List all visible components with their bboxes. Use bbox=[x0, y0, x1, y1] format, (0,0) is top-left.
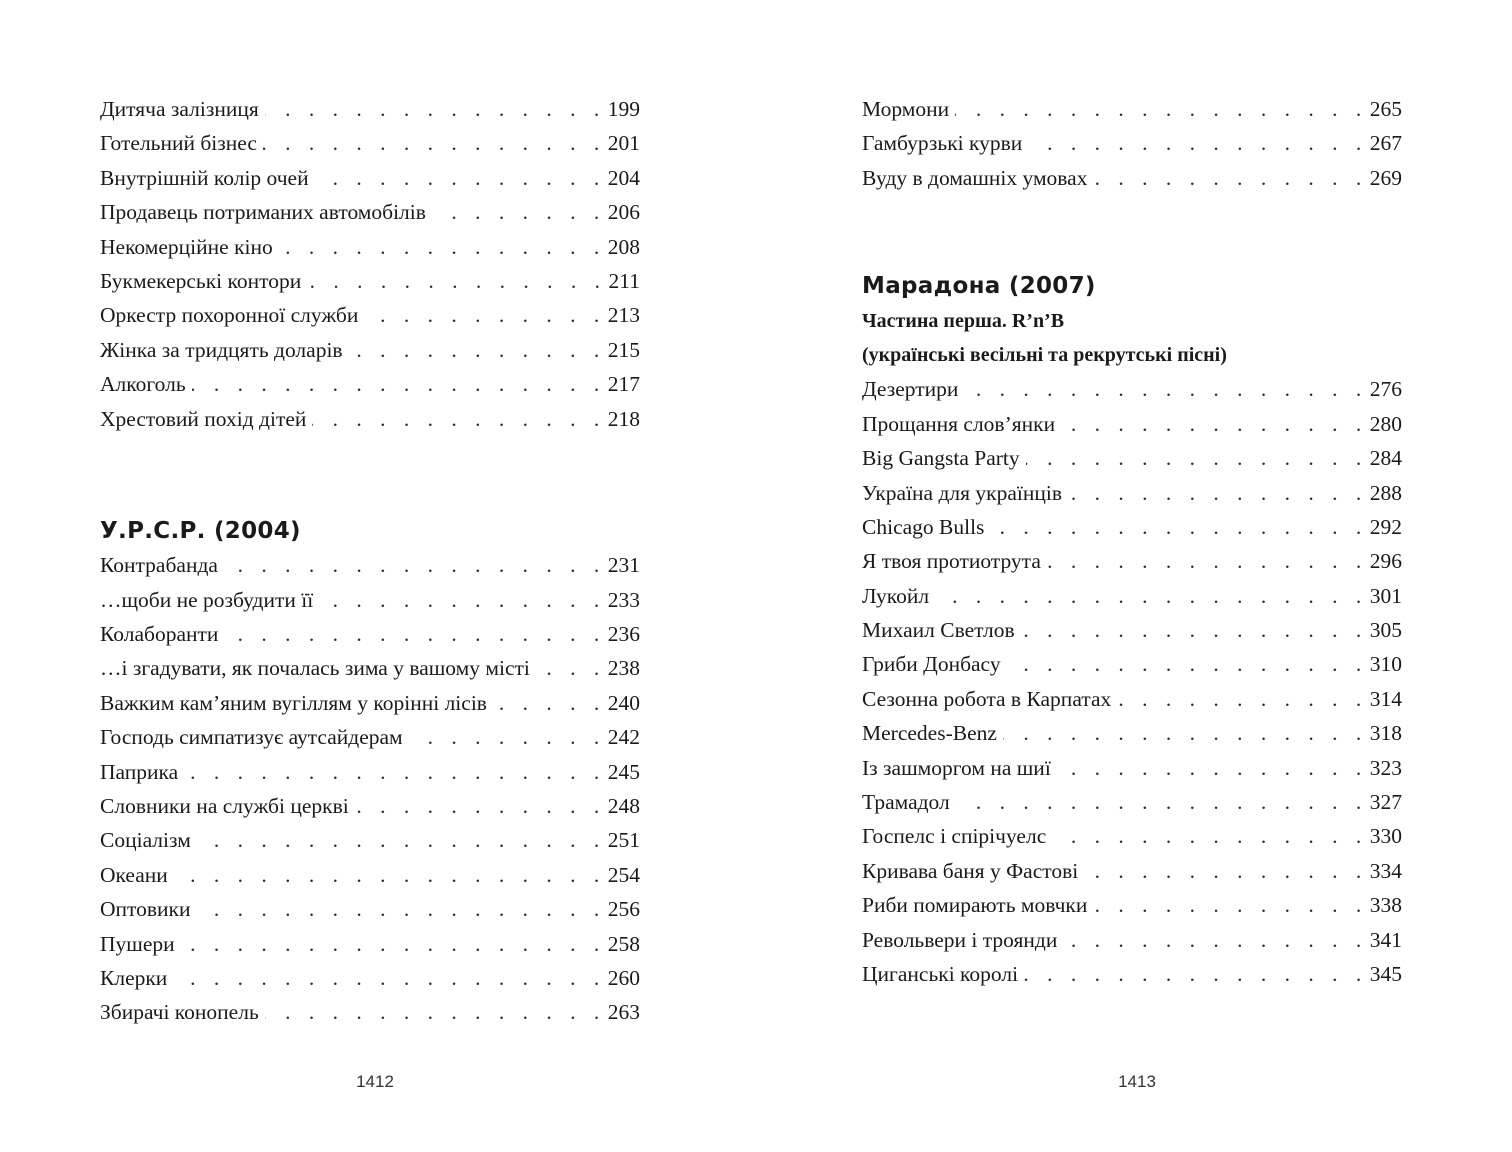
dot-leader bbox=[1026, 441, 1368, 475]
toc-entry-page-number: 305 bbox=[1369, 618, 1402, 643]
dot-leader bbox=[174, 858, 606, 892]
dot-leader bbox=[956, 785, 1368, 819]
part-subheading-note: (українські весільні та рекрутські пісні) bbox=[862, 343, 1227, 366]
dot-leader bbox=[1084, 854, 1368, 888]
toc-entry bbox=[862, 92, 1402, 126]
toc-entry-title: Продавець потриманих автомобілів bbox=[100, 200, 426, 225]
toc-entry-page-number: 280 bbox=[1369, 411, 1402, 436]
toc-entry-title: Я твоя протиотрута bbox=[862, 549, 1041, 574]
toc-entry bbox=[100, 402, 640, 436]
dot-leader bbox=[935, 579, 1368, 613]
toc-entry-page-number: 334 bbox=[1369, 858, 1402, 883]
dot-leader bbox=[319, 583, 606, 617]
toc-entry bbox=[862, 751, 1402, 785]
toc-entry bbox=[862, 372, 1402, 406]
toc-entry-title: Сезонна робота в Карпатах bbox=[862, 686, 1112, 711]
dot-leader bbox=[1093, 888, 1367, 922]
toc-entry-title: Готельний бізнес bbox=[100, 131, 257, 156]
toc-entry-title: Внутрішній колір очей bbox=[100, 165, 309, 190]
toc-entry-title: Некомерційне кіно bbox=[100, 234, 273, 259]
dot-leader bbox=[263, 126, 606, 160]
dot-leader bbox=[1052, 819, 1367, 853]
toc-entry bbox=[862, 819, 1402, 853]
dot-leader bbox=[364, 298, 605, 332]
toc-entry bbox=[100, 264, 640, 298]
toc-entry-title: Револьвери і троянди bbox=[862, 927, 1058, 952]
toc-entry-page-number: 256 bbox=[607, 897, 640, 922]
toc-entry-page-number: 327 bbox=[1369, 790, 1402, 815]
toc-entry-page-number: 263 bbox=[607, 1000, 640, 1025]
toc-entry-page-number: 314 bbox=[1369, 686, 1402, 711]
dot-leader bbox=[224, 617, 605, 651]
toc-entry-title: Госпелс і спірічуелс bbox=[862, 824, 1047, 849]
toc-entry-title: Гриби Донбасу bbox=[862, 652, 1001, 677]
toc-entry bbox=[862, 441, 1402, 475]
toc-entry-page-number: 208 bbox=[607, 234, 640, 259]
toc-entry bbox=[862, 785, 1402, 819]
toc-entry-title: Господь симпатизує аутсайдерам bbox=[100, 725, 403, 750]
toc-entry-page-number: 204 bbox=[607, 165, 640, 190]
toc-entry-page-number: 310 bbox=[1369, 652, 1402, 677]
toc-entry-title: Оркестр похоронної служби bbox=[100, 303, 359, 328]
section-heading-maradona: Марадона (2007) bbox=[862, 273, 1096, 300]
toc-entry-title: Соціалізм bbox=[100, 828, 191, 853]
dot-leader bbox=[1063, 923, 1367, 957]
toc-entry bbox=[100, 161, 640, 195]
right-page bbox=[862, 92, 1402, 991]
dot-leader bbox=[315, 161, 606, 195]
dot-leader bbox=[432, 195, 606, 229]
toc-entry-title: Словники на службі церкві bbox=[100, 794, 349, 819]
toc-entry-page-number: 217 bbox=[607, 372, 640, 397]
dot-leader bbox=[197, 823, 606, 857]
toc-entry bbox=[862, 476, 1402, 510]
toc-entry-title: Алкоголь bbox=[100, 372, 186, 397]
dot-leader bbox=[184, 755, 606, 789]
toc-entry bbox=[100, 333, 640, 367]
toc-entry-title: Україна для українців bbox=[862, 480, 1062, 505]
toc-entry-page-number: 240 bbox=[607, 690, 640, 715]
toc-entry-title: Паприка bbox=[100, 759, 179, 784]
toc-entry-title: Михаил Светлов bbox=[862, 618, 1015, 643]
toc-entry-title: Океани bbox=[100, 862, 168, 887]
toc-entry-title: Оптовики bbox=[100, 897, 191, 922]
toc-entry-title: Важким кам’яним вугіллям у корінні лісів bbox=[100, 690, 487, 715]
toc-entry-page-number: 236 bbox=[607, 622, 640, 647]
toc-list-ursr bbox=[100, 548, 640, 1029]
toc-entry bbox=[862, 613, 1402, 647]
toc-entry-page-number: 296 bbox=[1369, 549, 1402, 574]
section-heading-ursr: У.Р.С.Р. (2004) bbox=[100, 517, 301, 544]
toc-entry-title: Із зашморгом на шиї bbox=[862, 755, 1051, 780]
toc-entry-title: Кривава баня у Фастові bbox=[862, 858, 1079, 883]
toc-entry bbox=[862, 161, 1402, 195]
dot-leader bbox=[1117, 682, 1367, 716]
toc-entry bbox=[100, 892, 640, 926]
toc-entry-title: …і згадувати, як почалась зима у вашому місті bbox=[100, 656, 530, 681]
part-subheading: Частина перша. R’n’B bbox=[862, 309, 1065, 332]
dot-leader bbox=[1047, 544, 1368, 578]
toc-entry-page-number: 248 bbox=[607, 794, 640, 819]
toc-entry-title: Пушери bbox=[100, 931, 175, 956]
toc-entry bbox=[100, 230, 640, 264]
toc-entry-page-number: 199 bbox=[607, 97, 640, 121]
dot-leader bbox=[192, 367, 606, 401]
toc-entry-page-number: 258 bbox=[607, 931, 640, 956]
dot-leader bbox=[1093, 161, 1367, 195]
toc-entry-page-number: 201 bbox=[607, 131, 640, 156]
toc-entry bbox=[862, 888, 1402, 922]
dot-leader bbox=[173, 961, 605, 995]
toc-entry-page-number: 276 bbox=[1369, 377, 1402, 402]
toc-entry bbox=[100, 298, 640, 332]
toc-entry bbox=[100, 548, 640, 582]
toc-entry bbox=[100, 617, 640, 651]
toc-entry-title: Мормони bbox=[862, 97, 950, 121]
dot-leader bbox=[493, 686, 606, 720]
dot-leader bbox=[1028, 126, 1367, 160]
toc-entry-title: …щоби не розбудити її bbox=[100, 587, 314, 612]
toc-entry bbox=[100, 789, 640, 823]
toc-entry-page-number: 206 bbox=[607, 200, 640, 225]
toc-entry-page-number: 260 bbox=[607, 965, 640, 990]
toc-entry bbox=[862, 510, 1402, 544]
toc-entry-title: Риби помирають мовчки bbox=[862, 893, 1088, 918]
toc-entry-page-number: 213 bbox=[607, 303, 640, 328]
toc-entry bbox=[862, 544, 1402, 578]
toc-entry-page-number: 284 bbox=[1369, 446, 1402, 471]
toc-entry bbox=[100, 686, 640, 720]
dot-leader bbox=[1068, 476, 1368, 510]
toc-entry-title: Хрестовий похід дітей bbox=[100, 406, 307, 431]
toc-entry bbox=[862, 682, 1402, 716]
toc-entry-page-number: 288 bbox=[1369, 480, 1402, 505]
toc-entry-page-number: 345 bbox=[1369, 961, 1402, 986]
toc-entry-page-number: 267 bbox=[1369, 131, 1402, 156]
dot-leader bbox=[536, 651, 606, 685]
toc-entry-title: Вуду в домашніх умовах bbox=[862, 165, 1088, 190]
toc-entry-page-number: 218 bbox=[607, 406, 640, 431]
page-number-right: 1413 bbox=[1118, 1072, 1156, 1091]
toc-entry bbox=[100, 92, 640, 126]
toc-entry-page-number: 238 bbox=[607, 656, 640, 681]
dot-leader bbox=[964, 372, 1367, 406]
toc-entry-title: Жінка за тридцять доларів bbox=[100, 337, 343, 362]
toc-entry-title: Трамадол bbox=[862, 790, 950, 815]
toc-entry bbox=[100, 995, 640, 1029]
toc-entry-title: Chicago Bulls bbox=[862, 514, 985, 539]
toc-entry-page-number: 292 bbox=[1369, 514, 1402, 539]
toc-entry-page-number: 323 bbox=[1369, 755, 1402, 780]
toc-entry-page-number: 341 bbox=[1369, 927, 1402, 952]
toc-entry bbox=[100, 195, 640, 229]
toc-entry-title: Букмекерські контори bbox=[100, 268, 302, 293]
dot-leader bbox=[224, 548, 606, 582]
toc-entry-title: Лукойл bbox=[862, 583, 930, 608]
toc-entry-page-number: 215 bbox=[607, 337, 640, 362]
toc-entry bbox=[862, 923, 1402, 957]
toc-entry bbox=[862, 579, 1402, 613]
dot-leader bbox=[279, 230, 606, 264]
dot-leader bbox=[1057, 751, 1368, 785]
toc-entry bbox=[100, 367, 640, 401]
toc-entry bbox=[862, 647, 1402, 681]
toc-entry-title: Big Gangsta Party bbox=[862, 446, 1020, 471]
toc-entry-page-number: 318 bbox=[1369, 721, 1402, 746]
toc-entry-title: Збирачі конопель bbox=[100, 1000, 259, 1025]
toc-entry bbox=[862, 854, 1402, 888]
left-page bbox=[100, 92, 640, 1030]
toc-entry-page-number: 233 bbox=[607, 587, 640, 612]
toc-entry bbox=[862, 126, 1402, 160]
toc-entry bbox=[100, 651, 640, 685]
toc-entry bbox=[100, 961, 640, 995]
toc-entry-title: Mercedes-Benz bbox=[862, 721, 997, 746]
toc-entry-page-number: 251 bbox=[607, 828, 640, 853]
toc-entry-title: Клерки bbox=[100, 965, 168, 990]
toc-entry-title: Циганські королі bbox=[862, 961, 1019, 986]
toc-entry bbox=[862, 716, 1402, 750]
toc-entry-title: Контрабанда bbox=[100, 553, 218, 578]
toc-entry bbox=[100, 720, 640, 754]
dot-leader bbox=[307, 264, 606, 298]
toc-entry-page-number: 265 bbox=[1369, 97, 1402, 121]
toc-entry bbox=[100, 126, 640, 160]
toc-entry bbox=[100, 927, 640, 961]
dot-leader bbox=[265, 995, 606, 1029]
dot-leader bbox=[265, 92, 606, 126]
toc-entry-page-number: 254 bbox=[607, 862, 640, 887]
dot-leader bbox=[1021, 613, 1368, 647]
toc-entry-title: Прощання слов’янки bbox=[862, 411, 1056, 436]
dot-leader bbox=[1003, 716, 1368, 750]
toc-entry-title: Гамбурзькі курви bbox=[862, 131, 1023, 156]
toc-entry bbox=[862, 407, 1402, 441]
toc-entry-page-number: 242 bbox=[607, 725, 640, 750]
toc-entry-title: Дитяча залізниця bbox=[100, 97, 259, 121]
dot-leader bbox=[1007, 647, 1368, 681]
toc-list-maradona bbox=[862, 372, 1402, 991]
dot-leader bbox=[349, 333, 606, 367]
toc-entry bbox=[100, 858, 640, 892]
toc-list-right-top bbox=[862, 92, 1402, 195]
dot-leader bbox=[409, 720, 606, 754]
page-number-left: 1412 bbox=[356, 1072, 394, 1091]
dot-leader bbox=[990, 510, 1367, 544]
toc-entry bbox=[100, 823, 640, 857]
toc-entry-title: Дезертири bbox=[862, 377, 959, 402]
toc-entry-page-number: 245 bbox=[607, 759, 640, 784]
toc-entry-title: Колаборанти bbox=[100, 622, 219, 647]
toc-entry-page-number: 231 bbox=[607, 553, 640, 578]
dot-leader bbox=[1061, 407, 1368, 441]
toc-entry-page-number: 330 bbox=[1369, 824, 1402, 849]
toc-entry bbox=[862, 957, 1402, 991]
dot-leader bbox=[955, 92, 1368, 126]
toc-entry-page-number: 301 bbox=[1369, 583, 1402, 608]
dot-leader bbox=[312, 402, 605, 436]
toc-list-left-top bbox=[100, 92, 640, 436]
dot-leader bbox=[355, 789, 606, 823]
toc-entry bbox=[100, 755, 640, 789]
dot-leader bbox=[1024, 957, 1368, 991]
toc-entry-page-number: 338 bbox=[1369, 893, 1402, 918]
dot-leader bbox=[197, 892, 606, 926]
dot-leader bbox=[181, 927, 606, 961]
toc-entry bbox=[100, 583, 640, 617]
toc-entry-page-number: 211 bbox=[608, 268, 640, 293]
toc-entry-page-number: 269 bbox=[1369, 165, 1402, 190]
